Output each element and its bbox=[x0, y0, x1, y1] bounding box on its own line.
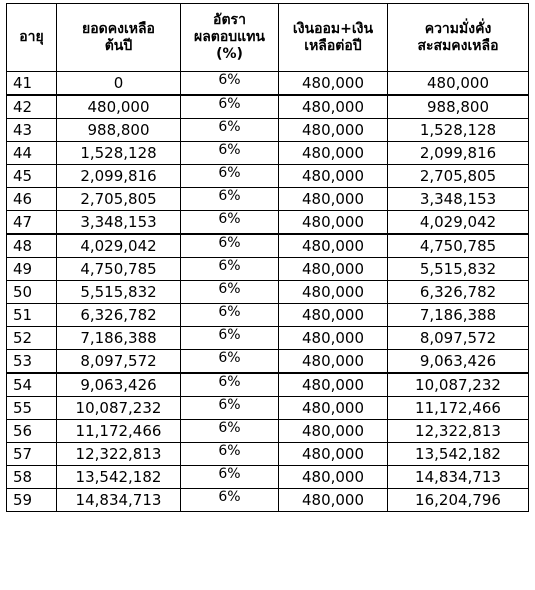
annual-savings-cell: 480,000 bbox=[279, 327, 388, 350]
accumulated-wealth-cell: 8,097,572 bbox=[388, 327, 529, 350]
age-cell: 55 bbox=[7, 397, 57, 420]
annual-savings-cell: 480,000 bbox=[279, 165, 388, 188]
annual-savings-cell: 480,000 bbox=[279, 72, 388, 96]
annual-savings-cell: 480,000 bbox=[279, 373, 388, 397]
header-annual-savings-line-1: เงินออม+เงิน bbox=[292, 20, 374, 37]
annual-savings-cell: 480,000 bbox=[279, 258, 388, 281]
header-return-rate-line-2: ผลตอบแทน bbox=[194, 29, 265, 45]
opening-balance-cell: 2,099,816 bbox=[57, 165, 181, 188]
header-opening-balance bbox=[57, 4, 181, 72]
header-accumulated-wealth bbox=[388, 4, 529, 72]
opening-balance-cell: 988,800 bbox=[57, 119, 181, 142]
header-annual-savings-line-2: เหลือต่อปี bbox=[304, 37, 362, 54]
annual-savings-cell: 480,000 bbox=[279, 489, 388, 512]
annual-savings-cell: 480,000 bbox=[279, 188, 388, 211]
accumulated-wealth-cell: 12,322,813 bbox=[388, 420, 529, 443]
opening-balance-cell: 10,087,232 bbox=[57, 397, 181, 420]
header-return-rate bbox=[181, 4, 279, 72]
opening-balance-cell: 8,097,572 bbox=[57, 350, 181, 374]
return-rate-cell: 6% bbox=[181, 234, 279, 258]
table-row bbox=[7, 188, 529, 211]
accumulated-wealth-cell: 3,348,153 bbox=[388, 188, 529, 211]
header-age-line: อายุ bbox=[19, 29, 44, 45]
age-cell: 46 bbox=[7, 188, 57, 211]
accumulated-wealth-cell: 2,705,805 bbox=[388, 165, 529, 188]
header-opening-balance-line-1: ยอดคงเหลือ bbox=[82, 20, 155, 37]
return-rate-cell: 6% bbox=[181, 95, 279, 119]
annual-savings-cell: 480,000 bbox=[279, 281, 388, 304]
accumulated-wealth-cell: 13,542,182 bbox=[388, 443, 529, 466]
annual-savings-cell: 480,000 bbox=[279, 142, 388, 165]
table-row bbox=[7, 281, 529, 304]
accumulated-wealth-cell: 9,063,426 bbox=[388, 350, 529, 374]
header-annual-savings bbox=[279, 4, 388, 72]
wealth-accumulation-table bbox=[6, 3, 529, 512]
accumulated-wealth-cell: 1,528,128 bbox=[388, 119, 529, 142]
annual-savings-cell: 480,000 bbox=[279, 350, 388, 374]
age-cell: 57 bbox=[7, 443, 57, 466]
return-rate-cell: 6% bbox=[181, 281, 279, 304]
table-row bbox=[7, 443, 529, 466]
return-rate-cell: 6% bbox=[181, 304, 279, 327]
opening-balance-cell: 14,834,713 bbox=[57, 489, 181, 512]
accumulated-wealth-cell: 5,515,832 bbox=[388, 258, 529, 281]
return-rate-cell: 6% bbox=[181, 72, 279, 96]
table-row bbox=[7, 350, 529, 374]
header-return-rate-line-3: (%) bbox=[216, 46, 243, 62]
opening-balance-cell: 13,542,182 bbox=[57, 466, 181, 489]
age-cell: 45 bbox=[7, 165, 57, 188]
return-rate-cell: 6% bbox=[181, 211, 279, 235]
header-opening-balance-line-2: ต้นปี bbox=[104, 37, 133, 54]
accumulated-wealth-cell: 16,204,796 bbox=[388, 489, 529, 512]
age-cell: 42 bbox=[7, 95, 57, 119]
return-rate-cell: 6% bbox=[181, 258, 279, 281]
return-rate-cell: 6% bbox=[181, 373, 279, 397]
accumulated-wealth-cell: 988,800 bbox=[388, 95, 529, 119]
accumulated-wealth-cell: 2,099,816 bbox=[388, 142, 529, 165]
return-rate-cell: 6% bbox=[181, 188, 279, 211]
opening-balance-cell: 4,750,785 bbox=[57, 258, 181, 281]
age-cell: 56 bbox=[7, 420, 57, 443]
table-row bbox=[7, 327, 529, 350]
return-rate-cell: 6% bbox=[181, 489, 279, 512]
age-cell: 41 bbox=[7, 72, 57, 96]
annual-savings-cell: 480,000 bbox=[279, 234, 388, 258]
annual-savings-cell: 480,000 bbox=[279, 304, 388, 327]
opening-balance-cell: 1,528,128 bbox=[57, 142, 181, 165]
accumulated-wealth-cell: 14,834,713 bbox=[388, 466, 529, 489]
table-row bbox=[7, 95, 529, 119]
table-row bbox=[7, 211, 529, 235]
annual-savings-cell: 480,000 bbox=[279, 443, 388, 466]
header-row bbox=[7, 4, 529, 72]
return-rate-cell: 6% bbox=[181, 443, 279, 466]
table-row bbox=[7, 258, 529, 281]
opening-balance-cell: 5,515,832 bbox=[57, 281, 181, 304]
accumulated-wealth-cell: 10,087,232 bbox=[388, 373, 529, 397]
return-rate-cell: 6% bbox=[181, 119, 279, 142]
table-row bbox=[7, 397, 529, 420]
return-rate-cell: 6% bbox=[181, 142, 279, 165]
opening-balance-cell: 7,186,388 bbox=[57, 327, 181, 350]
table-body bbox=[7, 72, 529, 512]
age-cell: 59 bbox=[7, 489, 57, 512]
table-row bbox=[7, 420, 529, 443]
age-cell: 48 bbox=[7, 234, 57, 258]
opening-balance-cell: 12,322,813 bbox=[57, 443, 181, 466]
return-rate-cell: 6% bbox=[181, 420, 279, 443]
header-accumulated-wealth-line-2: สะสมคงเหลือ bbox=[417, 37, 499, 54]
annual-savings-cell: 480,000 bbox=[279, 420, 388, 443]
accumulated-wealth-cell: 4,029,042 bbox=[388, 211, 529, 235]
annual-savings-cell: 480,000 bbox=[279, 211, 388, 235]
age-cell: 50 bbox=[7, 281, 57, 304]
table-row bbox=[7, 165, 529, 188]
header-accumulated-wealth-line-1: ความมั่งคั่ง bbox=[424, 20, 492, 37]
header-age bbox=[7, 4, 57, 72]
annual-savings-cell: 480,000 bbox=[279, 95, 388, 119]
opening-balance-cell: 0 bbox=[57, 72, 181, 96]
return-rate-cell: 6% bbox=[181, 466, 279, 489]
annual-savings-cell: 480,000 bbox=[279, 397, 388, 420]
table-row bbox=[7, 489, 529, 512]
opening-balance-cell: 480,000 bbox=[57, 95, 181, 119]
opening-balance-cell: 9,063,426 bbox=[57, 373, 181, 397]
age-cell: 52 bbox=[7, 327, 57, 350]
age-cell: 44 bbox=[7, 142, 57, 165]
opening-balance-cell: 3,348,153 bbox=[57, 211, 181, 235]
accumulated-wealth-cell: 480,000 bbox=[388, 72, 529, 96]
table-row bbox=[7, 72, 529, 96]
opening-balance-cell: 2,705,805 bbox=[57, 188, 181, 211]
age-cell: 58 bbox=[7, 466, 57, 489]
accumulated-wealth-cell: 6,326,782 bbox=[388, 281, 529, 304]
opening-balance-cell: 4,029,042 bbox=[57, 234, 181, 258]
annual-savings-cell: 480,000 bbox=[279, 119, 388, 142]
table-row bbox=[7, 373, 529, 397]
table-row bbox=[7, 234, 529, 258]
return-rate-cell: 6% bbox=[181, 165, 279, 188]
opening-balance-cell: 6,326,782 bbox=[57, 304, 181, 327]
age-cell: 47 bbox=[7, 211, 57, 235]
accumulated-wealth-cell: 7,186,388 bbox=[388, 304, 529, 327]
opening-balance-cell: 11,172,466 bbox=[57, 420, 181, 443]
return-rate-cell: 6% bbox=[181, 397, 279, 420]
return-rate-cell: 6% bbox=[181, 327, 279, 350]
table-row bbox=[7, 466, 529, 489]
age-cell: 49 bbox=[7, 258, 57, 281]
accumulated-wealth-cell: 11,172,466 bbox=[388, 397, 529, 420]
header-return-rate-line-1: อัตรา bbox=[213, 12, 246, 28]
table-row bbox=[7, 142, 529, 165]
age-cell: 54 bbox=[7, 373, 57, 397]
age-cell: 43 bbox=[7, 119, 57, 142]
age-cell: 53 bbox=[7, 350, 57, 374]
table-row bbox=[7, 119, 529, 142]
return-rate-cell: 6% bbox=[181, 350, 279, 374]
table-row bbox=[7, 304, 529, 327]
annual-savings-cell: 480,000 bbox=[279, 466, 388, 489]
age-cell: 51 bbox=[7, 304, 57, 327]
accumulated-wealth-cell: 4,750,785 bbox=[388, 234, 529, 258]
